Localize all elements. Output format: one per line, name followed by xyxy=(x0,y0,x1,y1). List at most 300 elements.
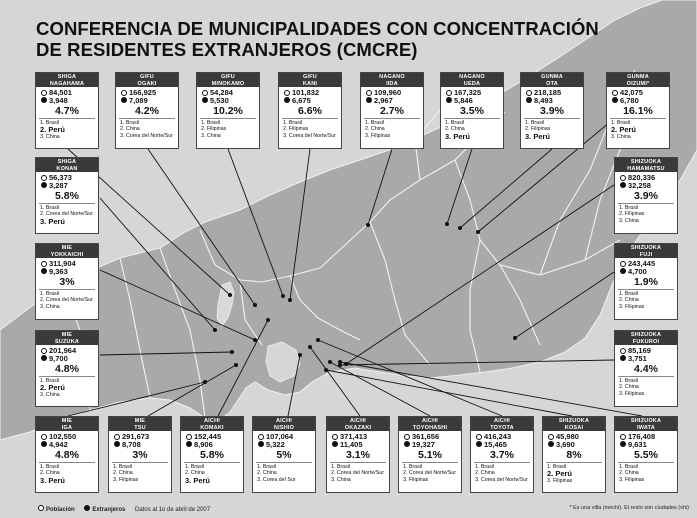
card-percent: 1.9% xyxy=(634,276,658,288)
population-icon xyxy=(186,434,192,440)
card-header xyxy=(521,73,583,87)
card-rank-1: 1. Brasil xyxy=(475,464,495,470)
card-foreigners-row xyxy=(284,97,341,105)
card-ogaki xyxy=(115,72,179,149)
marker-iwata xyxy=(338,360,342,364)
marker-komaki xyxy=(266,318,270,322)
card-prefecture: AICHI xyxy=(204,418,220,424)
card-foreigners: 8,493 xyxy=(534,95,553,105)
population-icon xyxy=(612,90,618,96)
card-population: 291,673 xyxy=(122,432,150,441)
card-rank-3: 3. Corea del Norte/Sur xyxy=(283,132,336,139)
card-rank-2: 2. Corea del Norte/Sur xyxy=(403,470,456,477)
card-rank-3: 3. Filipinas xyxy=(547,478,573,485)
card-foreigners: 15,465 xyxy=(484,439,507,449)
card-header xyxy=(36,158,98,172)
card-percent: 16.1% xyxy=(623,105,653,117)
population-icon xyxy=(476,434,482,440)
foreigners-icon xyxy=(332,441,338,447)
card-stats xyxy=(441,87,503,104)
card-rank-1: 1. Brasil xyxy=(201,120,221,126)
foreigners-icon xyxy=(526,97,532,103)
foreigners-icon xyxy=(258,441,264,447)
card-foreigners: 19,327 xyxy=(412,439,435,449)
card-prefecture: AICHI xyxy=(350,418,366,424)
card-rank-1: 1. Brasil xyxy=(619,205,639,211)
foreigners-icon xyxy=(366,97,372,103)
card-header xyxy=(36,73,98,87)
card-stats xyxy=(36,345,98,362)
card-header xyxy=(327,417,389,431)
card-foreigners-row xyxy=(121,97,178,105)
card-minokamo xyxy=(196,72,260,149)
marker-hamamatsu xyxy=(344,362,348,366)
card-population: 371,413 xyxy=(340,432,368,441)
card-prefecture: SHIZUOKA xyxy=(630,159,662,165)
card-foreigners: 5,322 xyxy=(266,439,285,449)
card-percent: 4.7% xyxy=(55,105,79,117)
card-ranks xyxy=(615,377,677,397)
foreigners-icon xyxy=(620,268,626,274)
card-population: 176,408 xyxy=(628,432,656,441)
card-ranks xyxy=(615,204,677,224)
card-ranks xyxy=(471,463,533,483)
card-ranks xyxy=(361,119,423,139)
legend-population-label: Población xyxy=(46,506,75,513)
card-stats xyxy=(36,87,98,104)
card-percent: 3.1% xyxy=(346,449,370,461)
card-header xyxy=(36,244,98,258)
card-prefecture: GUNMA xyxy=(541,74,563,80)
card-rank-3: 3. Perú xyxy=(445,132,471,141)
card-rank-3: 3. China xyxy=(40,392,60,399)
card-stats xyxy=(181,431,243,448)
card-rank-2: 2. Corea del Norte/Sur xyxy=(40,297,93,304)
card-rank-1: 1. Brasil xyxy=(365,120,385,126)
card-population: 243,445 xyxy=(628,259,656,268)
card-foreigners-row xyxy=(41,441,98,449)
card-header xyxy=(615,158,677,172)
card-rank-3: 3. Corea del Sur xyxy=(257,476,296,483)
page-title xyxy=(36,18,676,60)
card-foreigners: 5,530 xyxy=(210,95,229,105)
card-rank-2: 2. China xyxy=(619,384,639,391)
card-foreigners-row xyxy=(41,97,98,105)
card-prefecture: SHIGA xyxy=(57,74,77,80)
marker-ueda xyxy=(445,222,449,226)
card-ranks xyxy=(109,463,171,483)
card-header xyxy=(253,417,315,431)
card-rank-2: 2. Filipinas xyxy=(283,126,309,133)
card-foreigners: 5,846 xyxy=(454,95,473,105)
card-ueda xyxy=(440,72,504,149)
card-rank-2: 2. China xyxy=(40,470,60,477)
card-foreigners-row xyxy=(526,97,583,105)
card-ranks xyxy=(116,119,178,139)
card-percent: 3% xyxy=(132,449,148,461)
foreigners-icon xyxy=(41,441,47,447)
card-rank-2: 2. China xyxy=(185,470,205,477)
population-icon xyxy=(202,90,208,96)
card-rank-3: 3. Filipinas xyxy=(619,476,645,483)
card-foreigners: 3,948 xyxy=(49,95,68,105)
card-header xyxy=(197,73,259,87)
card-yokkaichi xyxy=(35,243,99,320)
card-population: 54,284 xyxy=(210,88,233,97)
card-rank-1: 1. Brasil xyxy=(113,464,133,470)
population-icon xyxy=(41,348,47,354)
card-prefecture: GUNMA xyxy=(627,74,649,80)
card-rank-3: 3. Filipinas xyxy=(403,476,429,483)
card-city: UEDA xyxy=(463,80,481,87)
marker-toyohashi xyxy=(328,360,332,364)
population-icon xyxy=(284,90,290,96)
population-icon xyxy=(620,175,626,181)
card-tsu xyxy=(108,416,172,493)
card-foreigners-row xyxy=(620,441,677,449)
population-icon xyxy=(121,90,127,96)
card-prefecture: SHIZUOKA xyxy=(630,245,662,251)
card-rank-1: 1. Brasil xyxy=(120,120,140,126)
card-foreigners: 2,967 xyxy=(374,95,393,105)
card-rank-3: 3. China xyxy=(331,476,351,483)
card-percent: 6.6% xyxy=(298,105,322,117)
card-city: HAMAMATSU xyxy=(627,165,665,172)
card-stats xyxy=(279,87,341,104)
population-icon xyxy=(41,90,47,96)
card-population: 109,960 xyxy=(374,88,402,97)
card-ranks xyxy=(181,463,243,485)
foreigners-icon xyxy=(446,97,452,103)
card-prefecture: GIFU xyxy=(140,74,154,80)
foreigners-icon xyxy=(284,97,290,103)
card-foreigners-row xyxy=(620,355,677,363)
card-prefecture: MIE xyxy=(61,245,73,251)
card-rank-2: 2. Filipinas xyxy=(201,126,227,133)
foreigners-icon xyxy=(186,441,192,447)
card-foreigners-row xyxy=(332,441,389,449)
card-stats xyxy=(471,431,533,448)
foreigners-icon xyxy=(114,441,120,447)
card-rank-3: 3. Perú xyxy=(185,476,211,485)
card-percent: 2.7% xyxy=(380,105,404,117)
card-foreigners-row xyxy=(612,97,669,105)
card-rank-2: 2. Corea del Norte/Sur xyxy=(331,470,384,477)
card-city: OKAZAKI xyxy=(344,424,372,431)
card-header xyxy=(36,417,98,431)
card-prefecture: SHIZUOKA xyxy=(558,418,590,424)
card-foreigners-row xyxy=(202,97,259,105)
card-foreigners-row xyxy=(620,268,677,276)
card-header xyxy=(607,73,669,87)
foreigners-icon xyxy=(84,505,90,511)
card-city: OIZUMI* xyxy=(626,80,650,87)
card-city: NISHIO xyxy=(273,424,295,431)
card-city: TOYOHASHI xyxy=(412,424,448,431)
card-rank-2: 2. Filipinas xyxy=(619,211,645,218)
card-foreigners-row xyxy=(446,97,503,105)
card-rank-1: 1. Brasil xyxy=(257,464,277,470)
card-header xyxy=(181,417,243,431)
marker-ogaki xyxy=(253,303,257,307)
card-rank-1: 1. Brasil xyxy=(619,378,639,384)
card-foreigners-row xyxy=(476,441,533,449)
card-header xyxy=(615,417,677,431)
card-percent: 4.2% xyxy=(135,105,159,117)
card-percent: 10.2% xyxy=(213,105,243,117)
card-header xyxy=(615,331,677,345)
marker-okazaki xyxy=(308,345,312,349)
card-rank-3: 3. Corea del Norte/Sur xyxy=(475,476,528,483)
card-ranks xyxy=(36,204,98,226)
card-foreigners: 3,287 xyxy=(49,180,68,190)
card-rank-1: 1. Brasil xyxy=(445,120,465,126)
marker-fuji xyxy=(513,336,517,340)
card-city: IWATA xyxy=(637,424,655,431)
card-ranks xyxy=(36,463,98,485)
card-rank-2: 2. China xyxy=(365,126,385,133)
card-header xyxy=(615,244,677,258)
marker-suzuka xyxy=(230,350,234,354)
card-city: TSU xyxy=(134,424,146,431)
card-rank-3: 3. China xyxy=(40,303,60,310)
card-ranks xyxy=(543,463,605,485)
card-hamamatsu xyxy=(614,157,678,234)
card-stats xyxy=(615,431,677,448)
card-percent: 5% xyxy=(276,449,292,461)
marker-konan xyxy=(213,328,217,332)
card-ranks xyxy=(279,119,341,139)
card-nagahama xyxy=(35,72,99,149)
card-konan xyxy=(35,157,99,234)
marker-toyota xyxy=(316,338,320,342)
card-rank-3: 3. Perú xyxy=(525,132,551,141)
card-rank-2: 2. China xyxy=(445,126,465,133)
card-stats xyxy=(521,87,583,104)
card-rank-3: 3. Filipinas xyxy=(113,476,139,483)
foreigners-icon xyxy=(620,182,626,188)
card-population: 102,550 xyxy=(49,432,77,441)
card-oizumi xyxy=(606,72,670,149)
card-percent: 3.7% xyxy=(490,449,514,461)
card-city: KONAN xyxy=(56,165,78,172)
legend-foreigners-label: Extranjeros xyxy=(92,506,126,513)
card-ranks xyxy=(36,290,98,310)
card-rank-2: 2. China xyxy=(120,126,140,133)
foreigners-icon xyxy=(620,355,626,361)
card-prefecture: NAGANO xyxy=(379,74,405,80)
card-rank-1: 1. Brasil xyxy=(283,120,303,126)
card-city: NAGAHAMA xyxy=(49,80,85,87)
card-iwata xyxy=(614,416,678,493)
card-prefecture: AICHI xyxy=(422,418,438,424)
card-foreigners: 6,675 xyxy=(292,95,311,105)
card-kosai xyxy=(542,416,606,493)
foreigners-icon xyxy=(620,441,626,447)
card-foreigners: 9,631 xyxy=(628,439,647,449)
card-fukuroi xyxy=(614,330,678,407)
card-population: 152,445 xyxy=(194,432,222,441)
card-rank-2: 2. China xyxy=(475,470,495,477)
population-icon xyxy=(404,434,410,440)
card-foreigners-row xyxy=(114,441,171,449)
card-prefecture: MIE xyxy=(134,418,146,424)
marker-ota xyxy=(458,226,462,230)
population-icon xyxy=(620,261,626,267)
marker-minokamo xyxy=(281,294,285,298)
card-foreigners-row xyxy=(41,268,98,276)
footnote: * Es una villa (mechi). El resto son ciudades (shi) xyxy=(569,505,689,511)
card-rank-2: 2. Filipinas xyxy=(525,126,551,133)
card-rank-1: 1. Brasil xyxy=(525,120,545,126)
card-percent: 4.4% xyxy=(634,363,658,375)
card-foreigners: 9,700 xyxy=(49,353,68,363)
title-line-2: DE RESIDENTES EXTRANJEROS (CMCRE) xyxy=(36,39,418,60)
marker-yokkaichi xyxy=(253,338,257,342)
card-ranks xyxy=(197,119,259,139)
card-foreigners: 8,708 xyxy=(122,439,141,449)
card-rank-2: 2. Perú xyxy=(40,384,66,393)
card-rank-1: 1. Brasil xyxy=(40,378,60,384)
card-ranks xyxy=(607,119,669,141)
card-okazaki xyxy=(326,416,390,493)
card-population: 361,656 xyxy=(412,432,440,441)
card-foreigners-row xyxy=(366,97,423,105)
card-foreigners: 6,780 xyxy=(620,95,639,105)
card-header xyxy=(116,73,178,87)
card-toyota xyxy=(470,416,534,493)
card-foreigners-row xyxy=(404,441,461,449)
card-rank-3: 3. Perú xyxy=(40,217,66,226)
marker-nishio xyxy=(298,353,302,357)
card-header xyxy=(279,73,341,87)
foreigners-icon xyxy=(41,97,47,103)
card-city: TOYOTA xyxy=(490,424,514,431)
legend-date: Datos al 1o de abril de 2007 xyxy=(135,506,211,513)
population-icon xyxy=(366,90,372,96)
card-kani xyxy=(278,72,342,149)
card-stats xyxy=(615,258,677,275)
card-city: OTA xyxy=(546,80,558,87)
population-icon xyxy=(620,348,626,354)
card-stats xyxy=(253,431,315,448)
card-stats xyxy=(109,431,171,448)
foreigners-icon xyxy=(548,441,554,447)
card-prefecture: AICHI xyxy=(276,418,292,424)
card-population: 166,925 xyxy=(129,88,157,97)
population-icon xyxy=(548,434,554,440)
card-foreigners: 8,906 xyxy=(194,439,213,449)
card-rank-2: 2. China xyxy=(619,470,639,477)
card-rank-1: 1. Brasil xyxy=(611,120,631,126)
card-percent: 8% xyxy=(566,449,582,461)
card-rank-1: 1. Brasil xyxy=(40,291,60,297)
card-stats xyxy=(607,87,669,104)
card-foreigners: 4,942 xyxy=(49,439,68,449)
card-rank-2: 2. China xyxy=(257,470,277,477)
card-rank-1: 1. Brasil xyxy=(619,464,639,470)
foreigners-icon xyxy=(41,355,47,361)
card-ranks xyxy=(36,377,98,399)
card-foreigners: 11,405 xyxy=(340,439,363,449)
marker-kosai xyxy=(324,368,328,372)
card-foreigners: 4,700 xyxy=(628,266,647,276)
card-stats xyxy=(36,172,98,189)
card-ranks xyxy=(399,463,461,483)
card-rank-2: 2. Perú xyxy=(611,126,637,135)
card-population: 416,243 xyxy=(484,432,512,441)
card-fuji xyxy=(614,243,678,320)
title-line-1: CONFERENCIA DE MUNICIPALIDADES CON CONCENTRACIÓN xyxy=(36,18,599,39)
card-population: 84,501 xyxy=(49,88,72,97)
card-nishio xyxy=(252,416,316,493)
card-population: 107,064 xyxy=(266,432,294,441)
card-rank-2: 2. Perú xyxy=(40,126,66,135)
card-population: 56,373 xyxy=(49,173,72,182)
legend-foreigners xyxy=(84,507,125,513)
card-header xyxy=(471,417,533,431)
card-stats xyxy=(116,87,178,104)
card-rank-1: 1. Brasil xyxy=(40,120,60,126)
card-rank-3: 3. Corea del Norte/Sur xyxy=(120,132,173,139)
marker-iga xyxy=(203,380,207,384)
card-foreigners: 3,751 xyxy=(628,353,647,363)
population-icon xyxy=(258,434,264,440)
card-rank-1: 1. Brasil xyxy=(40,205,60,211)
foreigners-icon xyxy=(476,441,482,447)
card-rank-3: 3. Filipinas xyxy=(619,303,645,310)
population-icon xyxy=(114,434,120,440)
population-icon xyxy=(41,434,47,440)
card-prefecture: NAGANO xyxy=(459,74,485,80)
card-percent: 3.5% xyxy=(460,105,484,117)
population-icon xyxy=(332,434,338,440)
foreigners-icon xyxy=(404,441,410,447)
card-rank-2: 2. China xyxy=(619,297,639,304)
card-prefecture: SHIZUOKA xyxy=(630,332,662,338)
card-city: MINOKAMO xyxy=(211,80,245,87)
card-percent: 3% xyxy=(59,276,75,288)
population-icon xyxy=(446,90,452,96)
card-city: SUZUKA xyxy=(54,338,80,345)
card-rank-2: 2. China xyxy=(113,470,133,477)
card-toyohashi xyxy=(398,416,462,493)
card-stats xyxy=(36,431,98,448)
population-icon xyxy=(620,434,626,440)
card-foreigners-row xyxy=(41,182,98,190)
marker-kani xyxy=(288,298,292,302)
card-header xyxy=(441,73,503,87)
card-population: 218,185 xyxy=(534,88,562,97)
foreigners-icon xyxy=(202,97,208,103)
card-rank-1: 1. Brasil xyxy=(619,291,639,297)
card-rank-1: 1. Brasil xyxy=(403,464,423,470)
card-rank-2: 2. Perú xyxy=(547,470,573,479)
card-percent: 5.1% xyxy=(418,449,442,461)
card-stats xyxy=(399,431,461,448)
card-city: KOMAKI xyxy=(200,424,224,431)
card-prefecture: SHIZUOKA xyxy=(630,418,662,424)
population-icon xyxy=(526,90,532,96)
card-population: 101,832 xyxy=(292,88,320,97)
card-prefecture: GIFU xyxy=(221,74,235,80)
card-prefecture: SHIGA xyxy=(57,159,77,165)
card-foreigners: 9,363 xyxy=(49,266,68,276)
card-city: IGA xyxy=(61,424,73,431)
card-komaki xyxy=(180,416,244,493)
card-population: 45,980 xyxy=(556,432,579,441)
foreigners-icon xyxy=(121,97,127,103)
